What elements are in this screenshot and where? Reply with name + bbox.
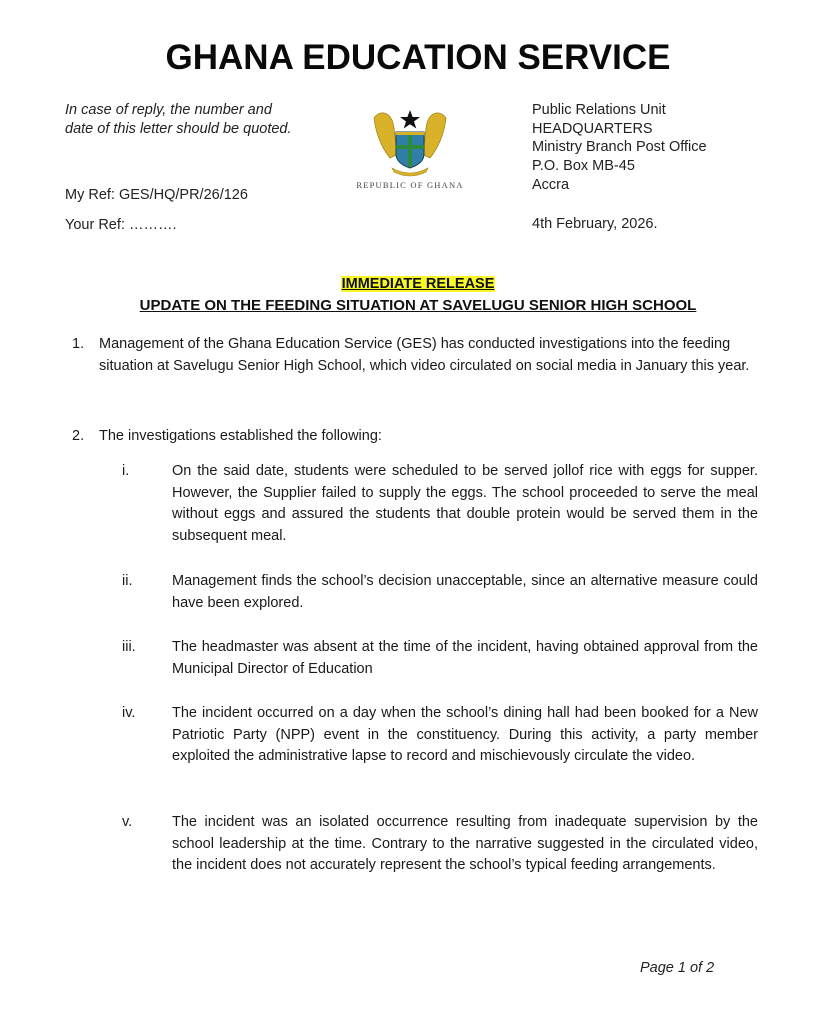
address-line: Public Relations Unit	[532, 102, 666, 118]
finding-number: ii.	[122, 573, 133, 589]
reply-note-line-2: date of this letter should be quoted.	[65, 121, 292, 137]
finding-number: v.	[122, 814, 133, 830]
finding-text: The incident occurred on a day when the school’s dining hall had been booked for a New Patriotic Party (NPP) event in the constituency. During this activity, a party member exploited the administrative lapse to record and mischievously circulate the video.	[172, 705, 758, 765]
coat-of-arms-icon	[370, 104, 450, 180]
address-line: Ministry Branch Post Office	[532, 139, 707, 156]
reply-note	[65, 101, 292, 139]
my-reference: My Ref: GES/HQ/PR/26/126	[65, 187, 248, 203]
coat-of-arms-caption: REPUBLIC OF GHANA	[356, 180, 464, 190]
finding-number: iv.	[122, 705, 136, 721]
page-number: Page 1 of 2	[640, 960, 715, 976]
subject-heading: UPDATE ON THE FEEDING SITUATION AT SAVELUGU SENIOR HIGH SCHOOL	[139, 297, 697, 314]
address-block	[532, 101, 707, 195]
paragraph-number: 2.	[72, 428, 85, 444]
finding-number: i.	[122, 463, 130, 479]
document-title: GHANA EDUCATION SERVICE	[165, 38, 671, 77]
paragraph-text: Management of the Ghana Education Service (GES) has conducted investigations into the feeding situation at Savelugu Senior High School, which video circulated on social media in January this year.	[99, 336, 750, 374]
reply-note-line-1: In case of reply, the number and	[65, 102, 272, 118]
address-line: P.O. Box MB-45	[532, 158, 635, 175]
finding-number: iii.	[122, 639, 136, 655]
finding-text: The headmaster was absent at the time of the incident, having obtained approval from the Municipal Director of Education	[172, 639, 758, 677]
release-label-text: IMMEDIATE RELEASE	[341, 276, 495, 292]
paragraph-text: The investigations established the following:	[99, 428, 382, 444]
finding-text: On the said date, students were scheduled to be served jollof rice with eggs for supper. However, the Supplier failed to supply the eggs. The school proceeded to serve the meal without eggs and assured the students that double protein would be served them in the subsequent meal.	[172, 463, 758, 544]
address-line: HEADQUARTERS	[532, 120, 653, 137]
paragraph-number: 1.	[72, 336, 85, 352]
finding-text: Management finds the school’s decision unacceptable, since an alternative measure could have been explored.	[172, 573, 758, 611]
release-label	[0, 276, 836, 292]
your-reference: Your Ref: ……….	[65, 217, 177, 233]
letter-date: 4th February, 2026.	[532, 216, 658, 232]
address-line: Accra	[532, 176, 570, 193]
finding-text: The incident was an isolated occurrence resulting from inadequate supervision by the school leadership at the time. Contrary to the narrative suggested in the circulated video, the incident does not accurately represent the school’s typical feeding arrangements.	[172, 814, 758, 874]
